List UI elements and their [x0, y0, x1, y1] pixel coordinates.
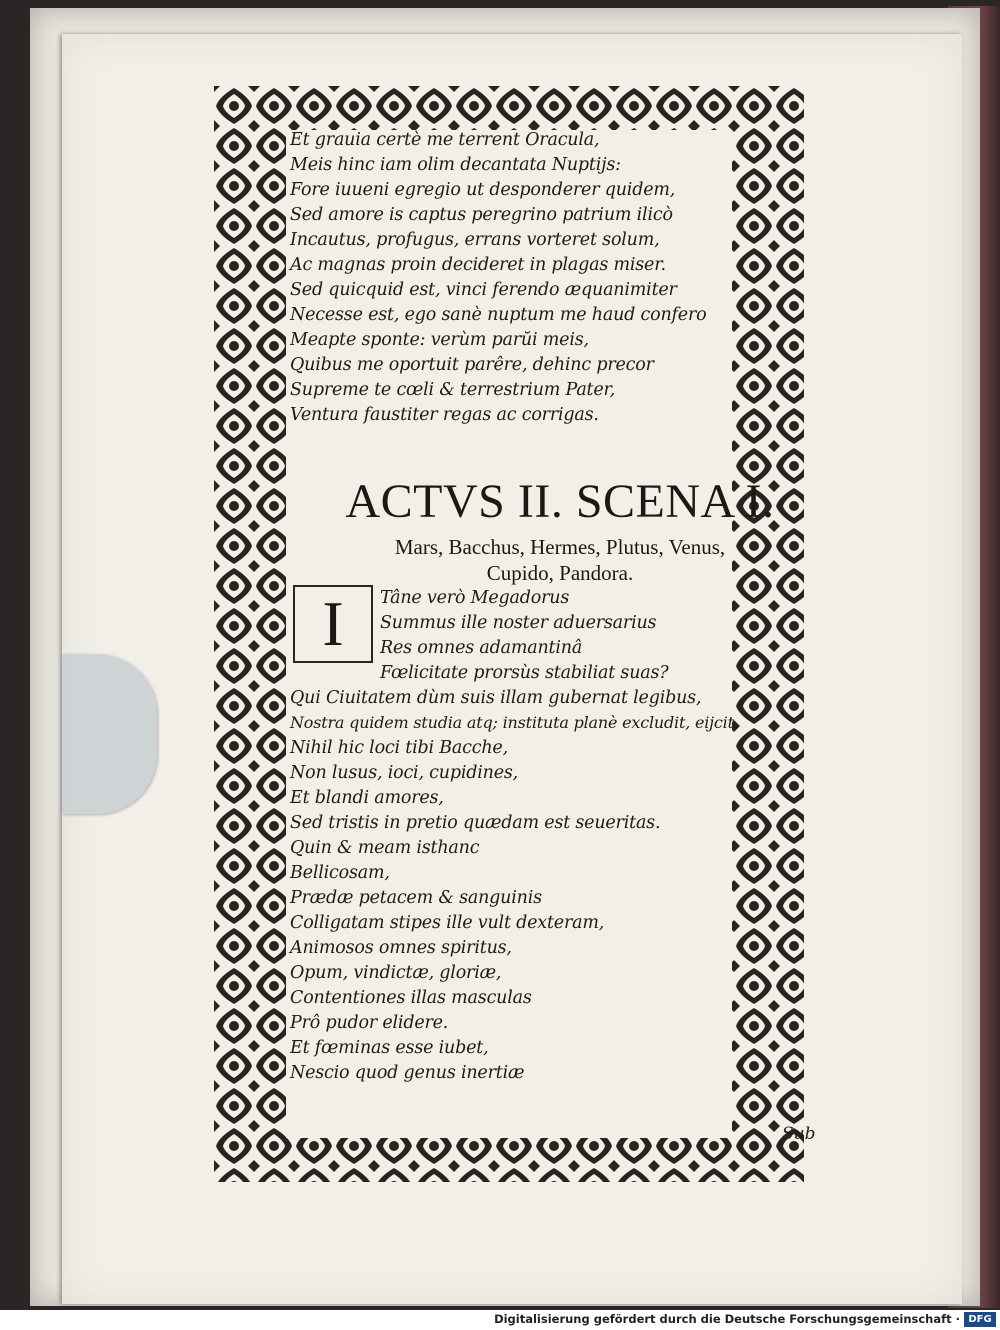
verse-line: Bellicosam, — [290, 863, 390, 883]
verse-line: Prædæ petacem & sanguinis — [290, 888, 542, 908]
verse-line: Ac magnas proin decideret in plagas miser. — [290, 255, 666, 275]
verse-line: Sed tristis in pretio quædam est seueritas. — [290, 813, 661, 833]
cast-line: Mars, Bacchus, Hermes, Plutus, Venus, — [394, 535, 726, 559]
verse-line: Quin & meam isthanc — [290, 838, 480, 858]
verse-line: Non lusus, ioci, cupidines, — [290, 763, 519, 783]
verse-line: Meapte sponte: verùm parŭi meis, — [290, 330, 589, 350]
verse-line: Nihil hic loci tibi Bacche, — [290, 738, 508, 758]
verse-line: Et blandi amores, — [290, 788, 444, 808]
cast-list — [330, 534, 790, 586]
verse-line: Prô pudor elidere. — [290, 1013, 449, 1033]
decorated-initial — [293, 585, 373, 663]
funding-credit: Digitalisierung gefördert durch die Deutsche Forschungsgemeinschaft · — [494, 1312, 960, 1326]
verse-line: Tâne verò Megadorus — [380, 588, 570, 608]
dfg-logo: DFG — [964, 1312, 996, 1327]
verse-line: Incautus, profugus, errans vorteret solum, — [290, 230, 660, 250]
verse-line: Sed quicquid est, vinci ferendo æquanimiter — [290, 280, 677, 300]
verse-line: Supreme te cœli & terrestrium Pater, — [290, 380, 616, 400]
verse-line: Fore iuueni egregio ut desponderer quidem, — [290, 180, 676, 200]
verse-line: Sed amore is captus peregrino patrium ilicò — [290, 205, 673, 225]
verse-line: Nostra quidem studia atq; instituta planè excludit, eijcit, — [290, 713, 739, 732]
verse-line: Necesse est, ego sanè nuptum me haud confero — [290, 305, 707, 325]
verse-line: Animosos omnes spiritus, — [290, 938, 512, 958]
cast-line: Cupido, Pandora. — [486, 561, 634, 585]
verse-line: Ventura faustiter regas ac corrigas. — [290, 405, 599, 425]
verse-line: Summus ille noster aduersarius — [380, 613, 657, 633]
verse-line: Nescio quod genus inertiæ — [290, 1063, 525, 1083]
initial-letter: I — [322, 588, 344, 659]
verse-line: Opum, vindictæ, gloriæ, — [290, 963, 502, 983]
verse-line: Et grauia certè me terrent Oracula, — [290, 130, 600, 150]
page-tab — [62, 654, 157, 814]
act-scene-heading: ACTVS II. SCENA I. — [345, 475, 775, 528]
verse-line: Colligatam stipes ille vult dexteram, — [290, 913, 605, 933]
verse-line: Res omnes adamantinâ — [380, 638, 583, 658]
verse-line: Qui Ciuitatem dùm suis illam gubernat legibus, — [290, 688, 702, 708]
verse-line: Fœlicitate prorsùs stabiliat suas? — [380, 663, 669, 683]
verse-line: Contentiones illas masculas — [290, 988, 532, 1008]
verse-line: Et fœminas esse iubet, — [290, 1038, 489, 1058]
catchword: Sub — [782, 1124, 816, 1144]
verse-line: Quibus me oportuit parêre, dehinc precor — [290, 355, 654, 375]
footer-bar — [0, 1310, 1000, 1330]
verse-line: Meis hinc iam olim decantata Nuptijs: — [290, 155, 621, 175]
